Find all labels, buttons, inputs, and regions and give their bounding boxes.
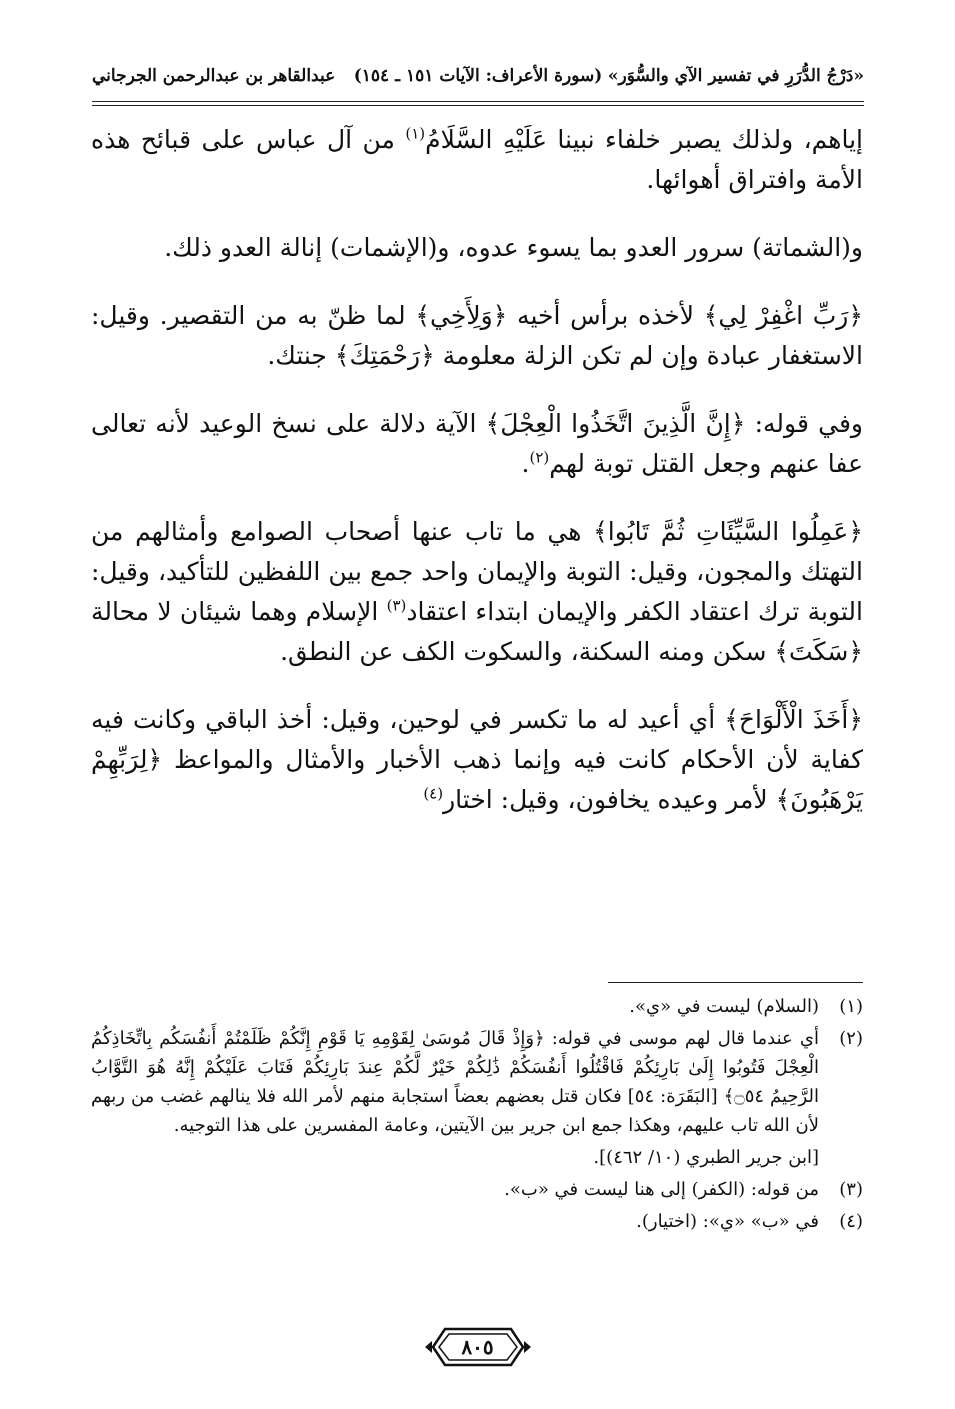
- paragraph-1-text-a: إياهم، ولذلك يصبر خلفاء نبينا عَلَيْهِ السَّلَامُ: [425, 125, 863, 154]
- footnote-1: [91, 992, 863, 1021]
- header-author: عبدالقاهر بن عبدالرحمن الجرجاني: [92, 66, 336, 86]
- footnote-ref-1: (١): [405, 124, 426, 143]
- header-rule-top: [92, 101, 864, 102]
- header-book-title: «دَرْجُ الدُّرَرِ في تفسير الآي والسُّوَر»: [607, 66, 864, 86]
- footnote-separator: [608, 982, 863, 983]
- paragraph-3: ﴿رَبِّ اغْفِرْ لِي﴾ لأخذه برأس أخيه ﴿وَلِأَخِي﴾ لما ظنّ به من التقصير. وقيل: الاستغفار عبادة وإن لم تكن الزلة معلومة ﴿رَحْمَتِكَ﴾ جنتك.: [91, 301, 863, 370]
- footnote-number: (٣): [839, 1179, 863, 1200]
- footnote-text: (السلام) ليست في «ي».: [629, 996, 819, 1017]
- main-text: [91, 120, 863, 820]
- footnote-2: [91, 1024, 863, 1140]
- header-surah-range: (سورة الأعراف: الآيات ١٥١ ـ ١٥٤): [353, 66, 603, 86]
- footnote-number: (٤): [839, 1211, 863, 1232]
- header-rule-bottom: [92, 105, 864, 106]
- paragraph-2: و(الشماتة) سرور العدو بما يسوء عدوه، و(الإشمات) إنالة العدو ذلك.: [164, 233, 863, 262]
- paragraph-4-text-b: .: [521, 449, 530, 478]
- footnote-3: [91, 1175, 863, 1204]
- footnote-text: أي عندما قال لهم موسى في قوله: ﴿وَإِذْ قَالَ مُوسَىٰ لِقَوْمِهِ يَا قَوْمِ إِنَّكُمْ ظَلَمْتُمْ أَنفُسَكُم بِاتِّخَاذِكُمُ الْعِجْلَ فَتُوبُوا إِلَىٰ بَارِئِكُمْ فَاقْتُلُوا أَنفُسَكُمْ ذَٰلِكُمْ خَيْرٌ لَّكُمْ عِندَ بَارِئِكُمْ فَتَابَ عَلَيْكُمْ إِنَّهُ هُوَ التَّوَّابُ الرَّحِيمُ ۝٥٤﴾ [البَقَرَة: ٥٤] فكان قتل بعضهم بعضاً استجابة منهم لأمر الله فلا ينالهم غضب من ربهم لأن الله تاب عليهم، وهكذا جمع ابن جرير بين الآيتين، وعامة المفسرين على هذا التوجيه.: [91, 1028, 819, 1136]
- footnote-ref-4: (٤): [423, 784, 444, 803]
- footnote-number: (١): [839, 996, 863, 1017]
- footnote-4: [91, 1207, 863, 1236]
- paragraph-6: [91, 700, 863, 820]
- footnote-text: في «ب» «ي»: (اختيار).: [636, 1211, 819, 1232]
- paragraph-5: [91, 512, 863, 672]
- footnote-ref-2: (٢): [529, 448, 550, 467]
- paragraph-1-text-b: من آل عباس على قبائح هذه الأمة وافتراق أهوائها.: [91, 125, 863, 194]
- page-number-ornament: [423, 1326, 533, 1368]
- paragraph-1: [91, 120, 863, 200]
- page-number: ٨٠٥: [461, 1335, 494, 1359]
- footnote-2-citation: [ابن جرير الطبري (١٠/ ٤٦٢)].: [593, 1147, 819, 1168]
- footnote-number: (٢): [839, 1028, 863, 1049]
- footnotes: [91, 992, 863, 1239]
- paragraph-5-text-b: الإسلام وهما شيئان لا محالة ﴿سَكَتَ﴾ سكن ومنه السكنة، والسكوت الكف عن النطق.: [91, 597, 863, 666]
- paragraph-4: [91, 404, 863, 484]
- footnote-text: من قوله: (الكفر) إلى هنا ليست في «ب».: [504, 1179, 819, 1200]
- footnote-ref-3: (٣): [386, 596, 407, 615]
- paragraph-6-text-a: ﴿أَخَذَ الْأَلْوَاحَ﴾ أي أعيد له ما تكسر في لوحين، وقيل: أخذ الباقي وكانت فيه كفاية لأن الأحكام كانت فيه وإنما ذهب الأخبار والأمثال والمواعظ ﴿لِرَبِّهِمْ يَرْهَبُونَ﴾ لأمر وعيده يخافون، وقيل: اختار: [91, 705, 863, 814]
- paragraph-5-text-a: ﴿عَمِلُوا السَّيِّئَاتِ ثُمَّ تَابُوا﴾ هي ما تاب عنها أصحاب الصوامع وأمثالهم من التهتك والمجون، وقيل: التوبة والإيمان واحد جمع بين اللفظين للتأكيد، وقيل: التوبة ترك اعتقاد الكفر والإيمان ابتداء اعتقاد: [91, 517, 863, 626]
- running-header: [92, 62, 864, 98]
- paragraph-4-text-a: وفي قوله: ﴿إِنَّ الَّذِينَ اتَّخَذُوا الْعِجْلَ﴾ الآية دلالة على نسخ الوعيد لأنه تعالى عفا عنهم وجعل القتل توبة لهم: [91, 409, 863, 478]
